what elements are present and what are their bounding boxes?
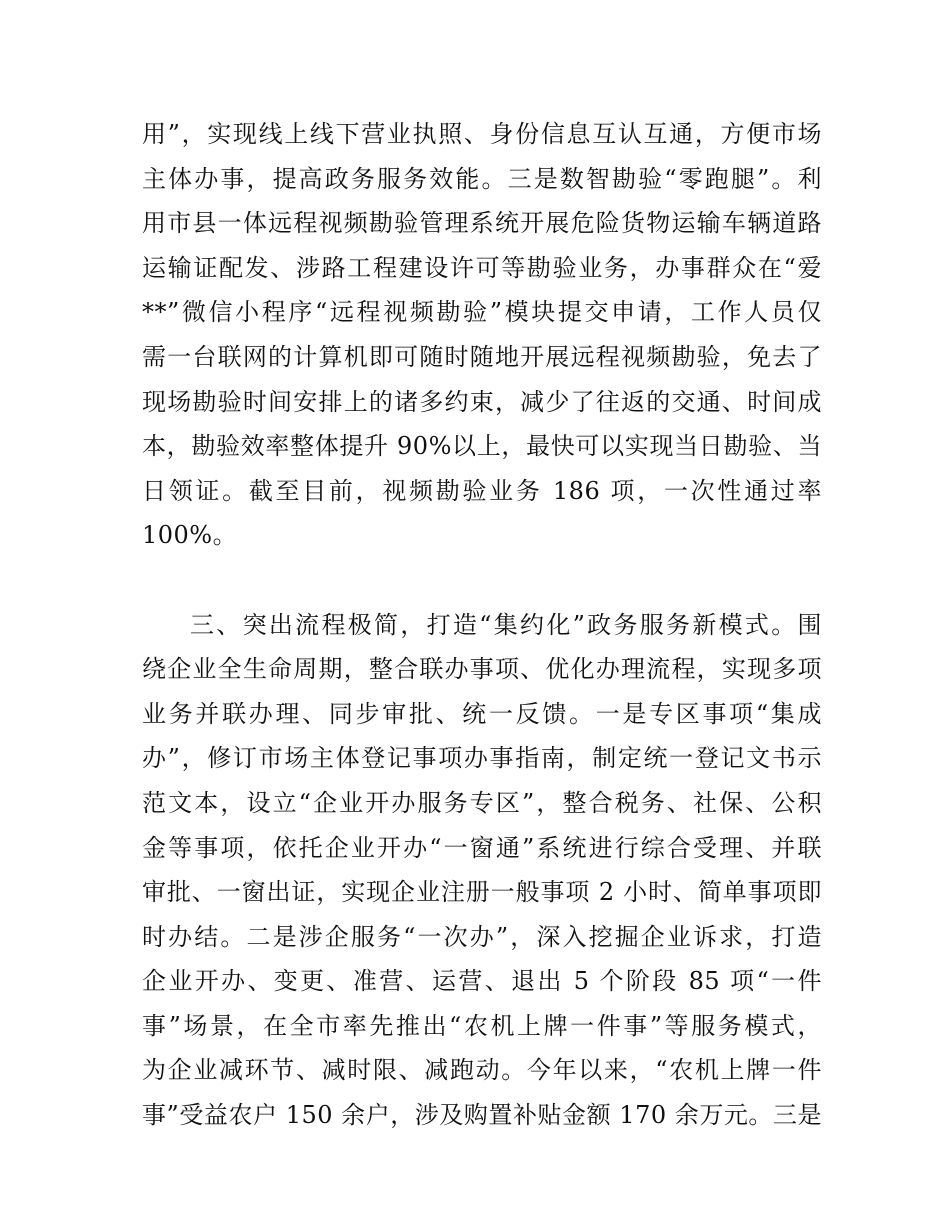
paragraph-line: 本，勘验效率整体提升 90%以上，最快可以实现当日勘验、当 [142, 432, 822, 461]
paragraph-line: 100%。 [142, 521, 238, 550]
paragraph-line: 三、突出流程极简，打造“集约化”政务服务新模式。围 [190, 610, 822, 639]
paragraph-line: 业务并联办理、同步审批、统一反馈。一是专区事项“集成 [142, 699, 822, 728]
paragraph-spacer [142, 558, 822, 603]
paragraph-line: 金等事项，依托企业开办“一窗通”系统进行综合受理、并联 [142, 833, 822, 862]
paragraph-line: **”微信小程序“远程视频勘验”模块提交申请，工作人员仅 [142, 298, 822, 327]
paragraph-line: 为企业减环节、减时限、减跑动。今年以来，“农机上牌一件 [142, 1056, 822, 1085]
paragraph-line: 审批、一窗出证，实现企业注册一般事项 2 小时、简单事项即 [142, 878, 822, 907]
paragraph-1 [142, 112, 822, 558]
paragraph-line: 现场勘验时间安排上的诸多约束，减少了往返的交通、时间成 [142, 387, 822, 416]
paragraph-line: 办”，修订市场主体登记事项办事指南，制定统一登记文书示 [142, 744, 822, 773]
paragraph-line: 企业开办、变更、准营、运营、退出 5 个阶段 85 项“一件 [142, 967, 822, 996]
paragraph-line: 事”场景，在全市率先推出“农机上牌一件事”等服务模式， [142, 1011, 822, 1040]
paragraph-line: 时办结。二是涉企服务“一次办”，深入挖掘企业诉求，打造 [142, 922, 822, 951]
document-body [142, 112, 822, 1138]
paragraph-line: 主体办事，提高政务服务效能。三是数智勘验“零跑腿”。利 [142, 164, 822, 193]
paragraph-2 [142, 603, 822, 1138]
paragraph-line: 用”，实现线上线下营业执照、身份信息互认互通，方便市场 [142, 120, 822, 148]
paragraph-line: 用市县一体远程视频勘验管理系统开展危险货物运输车辆道路 [142, 209, 822, 238]
paragraph-line: 绕企业全生命周期，整合联办事项、优化办理流程，实现多项 [142, 655, 822, 684]
paragraph-line: 运输证配发、涉路工程建设许可等勘验业务，办事群众在“爱 [142, 253, 822, 282]
paragraph-line: 需一台联网的计算机即可随时随地开展远程视频勘验，免去了 [142, 342, 822, 371]
paragraph-line: 事”受益农户 150 余户，涉及购置补贴金额 170 余万元。三是 [142, 1101, 822, 1130]
paragraph-line: 日领证。截至目前，视频勘验业务 186 项，一次性通过率 [142, 476, 822, 505]
paragraph-line: 范文本，设立“企业开办服务专区”，整合税务、社保、公积 [142, 788, 822, 817]
